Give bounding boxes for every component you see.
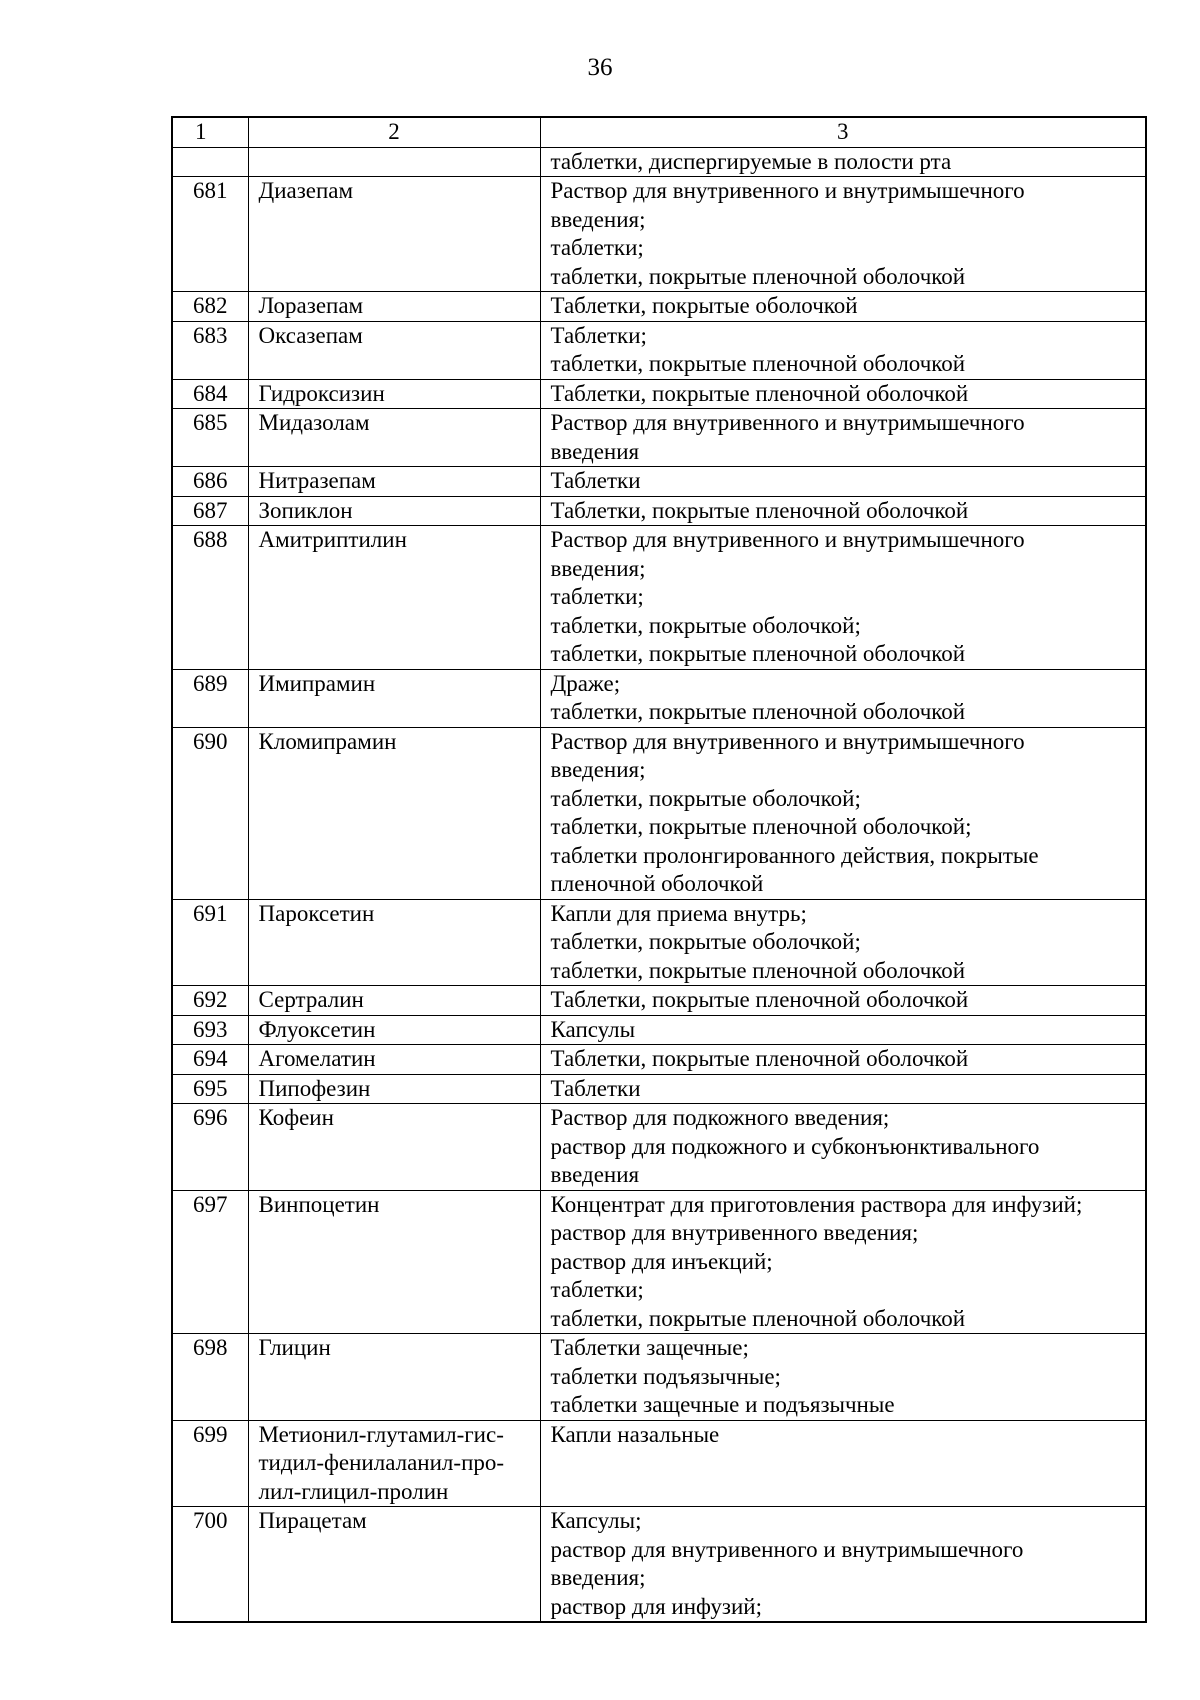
table-row xyxy=(172,467,1146,497)
drug-name: тидил-фенилаланил-про- xyxy=(258,1450,505,1475)
dosage-form-line: таблетки, покрытые оболочкой; xyxy=(550,929,861,954)
table-row xyxy=(172,1334,1146,1421)
medication-table xyxy=(171,116,1147,1623)
table-row xyxy=(172,526,1146,670)
row-number: 681 xyxy=(172,177,248,292)
dosage-forms-cell xyxy=(540,1507,1146,1623)
dosage-form-line: пленочной оболочкой xyxy=(550,871,764,896)
drug-name-cell xyxy=(248,1074,540,1104)
dosage-forms-cell xyxy=(540,321,1146,379)
dosage-form-line: таблетки защечные и подъязычные xyxy=(550,1392,895,1417)
dosage-form-line: Раствор для внутривенного и внутримышечного xyxy=(550,410,1025,435)
dosage-form-line: таблетки; xyxy=(550,1277,644,1302)
drug-name-cell xyxy=(248,292,540,322)
row-number: 699 xyxy=(172,1420,248,1507)
dosage-form-line: Капсулы; xyxy=(550,1508,642,1533)
dosage-form-line: Капсулы xyxy=(550,1016,636,1042)
row-number: 689 xyxy=(172,669,248,727)
dosage-form-line: таблетки, покрытые пленочной оболочкой xyxy=(550,1305,966,1331)
table-row xyxy=(172,496,1146,526)
dosage-form-line: введения xyxy=(550,1162,640,1187)
dosage-form-line: Таблетки; xyxy=(550,322,647,348)
row-number: 693 xyxy=(172,1015,248,1045)
dosage-form-line: Драже; xyxy=(550,670,621,696)
row-number: 683 xyxy=(172,321,248,379)
drug-name: Имипрамин xyxy=(258,670,376,696)
drug-name: Винпоцетин xyxy=(258,1191,380,1217)
dosage-form-line: таблетки; xyxy=(550,235,644,260)
drug-name-cell xyxy=(248,727,540,899)
drug-name: лил-глицил-пролин xyxy=(258,1478,449,1504)
dosage-form-line: Таблетки, покрытые пленочной оболочкой xyxy=(550,380,969,406)
drug-name-cell xyxy=(248,1334,540,1421)
row-number: 694 xyxy=(172,1045,248,1075)
drug-name: Лоразепам xyxy=(258,293,364,318)
drug-name: Агомелатин xyxy=(258,1046,376,1071)
drug-name: Амитриптилин xyxy=(258,527,407,552)
dosage-form-line: Концентрат для приготовления раствора для инфузий; xyxy=(550,1191,1083,1217)
row-number: 695 xyxy=(172,1074,248,1104)
dosage-form-line: введения; xyxy=(550,206,646,232)
dosage-form-line: таблетки, покрытые оболочкой; xyxy=(550,785,861,811)
dosage-form-line: Таблетки, покрытые пленочной оболочкой xyxy=(550,987,969,1012)
dosage-form-line: таблетки, покрытые пленочной оболочкой xyxy=(550,699,966,724)
dosage-form-line: таблетки, покрытые пленочной оболочкой xyxy=(550,263,966,289)
drug-name-cell xyxy=(248,669,540,727)
dosage-forms-cell xyxy=(540,986,1146,1016)
dosage-form-line: Раствор для внутривенного и внутримышечного xyxy=(550,178,1025,203)
dosage-form-line: Раствор для внутривенного и внутримышечного xyxy=(550,527,1025,552)
dosage-form-line: таблетки, покрытые оболочкой; xyxy=(550,612,861,638)
table-row xyxy=(172,1104,1146,1191)
table-row xyxy=(172,1015,1146,1045)
table-row xyxy=(172,1420,1146,1507)
dosage-forms-cell xyxy=(540,1045,1146,1075)
drug-name-cell xyxy=(248,379,540,409)
dosage-forms-cell xyxy=(540,669,1146,727)
drug-name: Нитразепам xyxy=(258,468,376,493)
row-number: 688 xyxy=(172,526,248,670)
row-number: 697 xyxy=(172,1190,248,1334)
row-number: 696 xyxy=(172,1104,248,1191)
dosage-forms-cell xyxy=(540,727,1146,899)
drug-name: Мидазолам xyxy=(258,410,370,435)
dosage-form-line: введения; xyxy=(550,757,646,782)
drug-name: Диазепам xyxy=(258,178,354,203)
page-number: 36 xyxy=(587,54,613,81)
dosage-form-line: таблетки, покрытые пленочной оболочкой xyxy=(550,957,966,983)
row-number: 682 xyxy=(172,292,248,322)
dosage-form-line: раствор для инфузий; xyxy=(550,1593,762,1619)
drug-name-cell xyxy=(248,321,540,379)
dosage-form-line: Таблетки xyxy=(550,1075,641,1101)
dosage-form-line: таблетки, покрытые пленочной оболочкой; xyxy=(550,814,972,839)
dosage-form-line: Таблетки, покрытые оболочкой xyxy=(550,293,858,318)
dosage-forms-cell xyxy=(540,379,1146,409)
row-number: 698 xyxy=(172,1334,248,1421)
drug-name-cell xyxy=(248,986,540,1016)
drug-name-cell xyxy=(248,899,540,986)
dosage-forms-cell xyxy=(540,292,1146,322)
drug-name: Пирацетам xyxy=(258,1508,367,1533)
dosage-form-line: раствор для подкожного и субконъюнктивального xyxy=(550,1133,1040,1159)
table-row xyxy=(172,1045,1146,1075)
table-row xyxy=(172,321,1146,379)
drug-name-cell xyxy=(248,496,540,526)
drug-name-cell xyxy=(248,177,540,292)
dosage-form-line: раствор для внутривенного введения; xyxy=(550,1220,919,1245)
dosage-form-line: таблетки; xyxy=(550,584,644,609)
column-header-name: 2 xyxy=(248,117,540,147)
dosage-form-line: Таблетки защечные; xyxy=(550,1335,749,1360)
drug-name: Флуоксетин xyxy=(258,1016,376,1042)
column-header-number: 1 xyxy=(172,117,248,147)
dosage-form-line: Таблетки xyxy=(550,468,641,493)
drug-name-cell xyxy=(248,467,540,497)
dosage-form-line: Раствор для внутривенного и внутримышечного xyxy=(550,728,1025,754)
drug-name-cell xyxy=(248,409,540,467)
drug-name-cell xyxy=(248,1507,540,1623)
drug-name: Метионил-глутамил-гис- xyxy=(258,1421,504,1447)
row-number: 685 xyxy=(172,409,248,467)
dosage-form-line: Раствор для подкожного введения; xyxy=(550,1105,890,1130)
table-row xyxy=(172,177,1146,292)
table-header-row xyxy=(172,117,1146,147)
dosage-form-line: Таблетки, покрытые пленочной оболочкой xyxy=(550,497,969,523)
row-number: 691 xyxy=(172,899,248,986)
drug-name: Пароксетин xyxy=(258,900,375,926)
dosage-form-line: таблетки, покрытые пленочной оболочкой xyxy=(550,641,966,666)
dosage-forms-cell xyxy=(540,526,1146,670)
table-row xyxy=(172,899,1146,986)
table-row xyxy=(172,292,1146,322)
row-number: 684 xyxy=(172,379,248,409)
dosage-forms-cell xyxy=(540,1334,1146,1421)
dosage-form-line: таблетки подъязычные; xyxy=(550,1363,781,1389)
row-number: 686 xyxy=(172,467,248,497)
dosage-forms-cell xyxy=(540,1190,1146,1334)
dosage-form-line: введения xyxy=(550,438,640,464)
table-row xyxy=(172,1074,1146,1104)
drug-name: Оксазепам xyxy=(258,322,363,348)
dosage-form-line: Капли для приема внутрь; xyxy=(550,900,807,926)
row-number: 690 xyxy=(172,727,248,899)
dosage-forms-cell xyxy=(540,496,1146,526)
row-number: 700 xyxy=(172,1507,248,1623)
dosage-form-line: раствор для инъекций; xyxy=(550,1248,773,1274)
drug-name-cell xyxy=(248,1045,540,1075)
dosage-forms-cell xyxy=(540,177,1146,292)
table-row xyxy=(172,669,1146,727)
drug-name-cell xyxy=(248,526,540,670)
dosage-form-line: таблетки, диспергируемые в полости рта xyxy=(550,148,952,174)
drug-name-cell xyxy=(248,1015,540,1045)
dosage-forms-cell xyxy=(540,147,1146,177)
drug-name: Гидроксизин xyxy=(258,380,385,406)
table-row xyxy=(172,379,1146,409)
row-number xyxy=(172,147,248,177)
dosage-form-line: раствор для внутривенного и внутримышечного xyxy=(550,1536,1024,1562)
dosage-forms-cell xyxy=(540,1420,1146,1507)
dosage-forms-cell xyxy=(540,409,1146,467)
dosage-forms-cell xyxy=(540,1074,1146,1104)
dosage-forms-cell xyxy=(540,1015,1146,1045)
drug-name-cell xyxy=(248,1190,540,1334)
dosage-forms-cell xyxy=(540,1104,1146,1191)
table-row xyxy=(172,409,1146,467)
dosage-form-line: таблетки, покрытые пленочной оболочкой xyxy=(550,351,966,376)
drug-name: Зопиклон xyxy=(258,497,353,523)
dosage-form-line: Капли назальные xyxy=(550,1421,720,1447)
table-row xyxy=(172,147,1146,177)
drug-name: Сертралин xyxy=(258,987,364,1012)
table-row xyxy=(172,1190,1146,1334)
table-body xyxy=(172,117,1146,1622)
dosage-forms-cell xyxy=(540,899,1146,986)
drug-name-cell xyxy=(248,1420,540,1507)
row-number: 687 xyxy=(172,496,248,526)
dosage-form-line: таблетки пролонгированного действия, покрытые xyxy=(550,842,1039,868)
table-row xyxy=(172,1507,1146,1623)
drug-name: Глицин xyxy=(258,1335,331,1360)
drug-name: Кофеин xyxy=(258,1105,334,1130)
column-header-forms: 3 xyxy=(540,117,1146,147)
drug-name-cell xyxy=(248,147,540,177)
row-number: 692 xyxy=(172,986,248,1016)
dosage-form-line: Таблетки, покрытые пленочной оболочкой xyxy=(550,1046,969,1071)
dosage-form-line: введения; xyxy=(550,555,646,581)
table-row xyxy=(172,727,1146,899)
drug-name-cell xyxy=(248,1104,540,1191)
dosage-form-line: введения; xyxy=(550,1565,646,1590)
drug-name: Пипофезин xyxy=(258,1075,371,1101)
drug-name: Кломипрамин xyxy=(258,728,397,754)
table-row xyxy=(172,986,1146,1016)
dosage-forms-cell xyxy=(540,467,1146,497)
